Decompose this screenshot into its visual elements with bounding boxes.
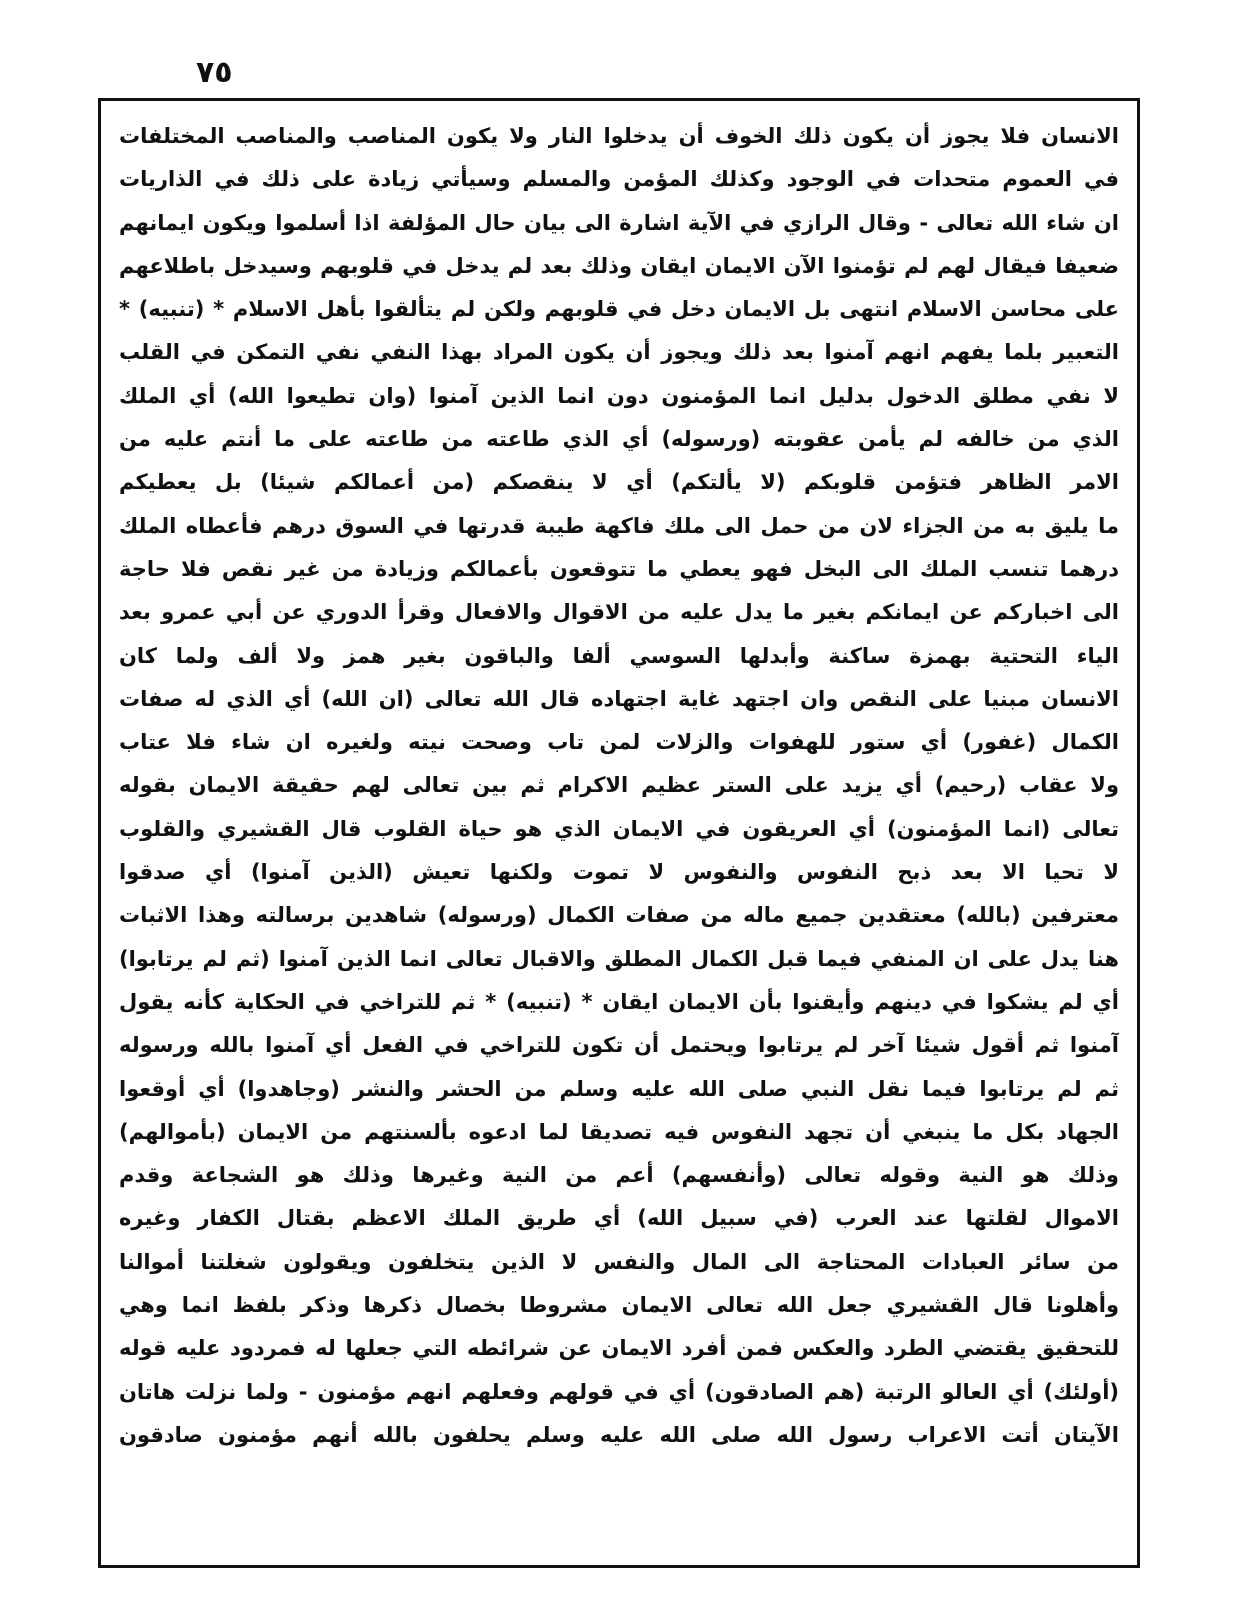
text-line: الانسان فلا يجوز أن يكون ذلك الخوف أن يدخلوا النار ولا يكون المناصب والمناصب المختلفات	[119, 124, 1119, 148]
text-line: الجهاد بكل ما ينبغي أن تجهد النفوس فيه تصديقا لما ادعوه بألسنتهم من الايمان (بأموالهم)	[119, 1119, 1119, 1144]
text-line: لا نفي مطلق الدخول بدليل انما المؤمنون دون انما الذين آمنوا (وان تطيعوا الله) أي الملك	[119, 383, 1119, 408]
text-line: الياء التحتية بهمزة ساكنة وأبدلها السوسي ألفا والباقون بغير همز ولا ألف ولما كان	[119, 643, 1119, 668]
text-line: درهما تنسب الملك الى البخل فهو يعطي ما تتوقعون بأعمالكم وزيادة من غير نقص فلا حاجة	[119, 556, 1119, 581]
text-line: (أولئك) أي العالو الرتبة (هم الصادقون) أي في قولهم وفعلهم انهم مؤمنون - ولما نزلت هاتان	[119, 1379, 1119, 1404]
text-line: الامر الظاهر فتؤمن قلوبكم (لا يألتكم) أي لا ينقصكم (من أعمالكم شيئا) بل يعطيكم	[119, 470, 1119, 495]
text-line: الآيتان أتت الاعراب رسول الله صلى الله عليه وسلم يحلفون بالله أنهم مؤمنون صادقون	[119, 1422, 1119, 1447]
text-line: الذي من خالفه لم يأمن عقوبته (ورسوله) أي الذي طاعته من طاعته على ما أنتم عليه من	[119, 427, 1119, 452]
text-line: على محاسن الاسلام انتهى بل الايمان دخل في قلوبهم ولكن لم يتألقوا بأهل الاسلام * (تنبيه) *	[119, 297, 1119, 322]
text-line: ولا عقاب (رحيم) أي يزيد على الستر عظيم الاكرام ثم بين تعالى لهم حقيقة الايمان بقوله	[119, 773, 1119, 798]
body-text	[119, 115, 1119, 1501]
text-line: في العموم متحدات في الوجود وكذلك المؤمن والمسلم وسيأتي زيادة على ذلك في الذاريات	[119, 167, 1119, 192]
text-line: هنا يدل على ان المنفي فيما قبل الكمال المطلق والاقبال تعالى انما الذين آمنوا (ثم لم يرتابوا)	[119, 946, 1119, 971]
text-line: لا تحيا الا بعد ذبح النفوس والنفوس لا تموت ولكنها تعيش (الذين آمنوا) أي صدقوا	[119, 860, 1119, 885]
text-line: ما يليق به من الجزاء لان من حمل الى ملك فاكهة طيبة قدرتها في السوق درهم فأعطاه الملك	[119, 513, 1119, 538]
text-line: معترفين (بالله) معتقدين جميع ماله من صفات الكمال (ورسوله) شاهدين برسالته وهذا الاثبات	[119, 903, 1119, 928]
text-line: الكمال (غفور) أي ستور للهفوات والزلات لمن تاب وصحت نيته ولغيره ان شاء فلا عتاب	[119, 730, 1119, 755]
text-line: تعالى (انما المؤمنون) أي العريقون في الايمان الذي هو حياة القلوب قال القشيري والقلوب	[119, 816, 1119, 841]
text-line: وذلك هو النية وقوله تعالى (وأنفسهم) أعم من النية وغيرها وذلك هو الشجاعة وقدم	[119, 1163, 1119, 1188]
text-line: من سائر العبادات المحتاجة الى المال والنفس لا الذين يتخلفون ويقولون شغلتنا أموالنا	[119, 1249, 1119, 1274]
text-line	[119, 1457, 1119, 1500]
text-line: ضعيفا فيقال لهم لم تؤمنوا الآن الايمان ايقان وذلك بعد لم يدخل في قلوبهم وسيدخل باطلاعهم	[119, 253, 1119, 278]
text-line: آمنوا ثم أقول شيئا آخر لم يرتابوا ويحتمل أن تكون للتراخي في الفعل أي آمنوا بالله ورسوله	[119, 1033, 1119, 1058]
text-line: الاموال لقلتها عند العرب (في سبيل الله) أي طريق الملك الاعظم بقتال الكفار وغيره	[119, 1206, 1119, 1231]
text-line: وأهلونا قال القشيري جعل الله تعالى الايمان مشروطا بخصال ذكرها وذكر بلفظ انما وهي	[119, 1293, 1119, 1318]
page-number: ٧٥	[196, 55, 233, 90]
text-line: أي لم يشكوا في دينهم وأيقنوا بأن الايمان ايقان * (تنبيه) * ثم للتراخي في الحكاية كأنه يقول	[119, 989, 1119, 1014]
text-line: ان شاء الله تعالى - وقال الرازي في الآية اشارة الى بيان حال المؤلفة اذا أسلموا ويكون ايمانهم	[119, 210, 1119, 235]
text-line: الى اخباركم عن ايمانكم بغير ما يدل عليه من الاقوال والافعال وقرأ الدوري عن أبي عمرو بعد	[119, 600, 1119, 625]
text-line: للتحقيق يقتضي الطرد والعكس فمن أفرد الايمان عن شرائطه التي جعلها له فمردود عليه قوله	[119, 1336, 1119, 1361]
text-line: ثم لم يرتابوا فيما نقل النبي صلى الله عليه وسلم من الحشر والنشر (وجاهدوا) أي أوقعوا	[119, 1076, 1119, 1101]
text-frame	[98, 98, 1140, 1568]
text-line: الانسان مبنيا على النقص وان اجتهد غاية اجتهاده قال الله تعالى (ان الله) أي الذي له صفات	[119, 686, 1119, 711]
text-line: التعبير بلما يفهم انهم آمنوا بعد ذلك ويجوز أن يكون المراد بهذا النفي نفي التمكن في القلب	[119, 340, 1119, 365]
